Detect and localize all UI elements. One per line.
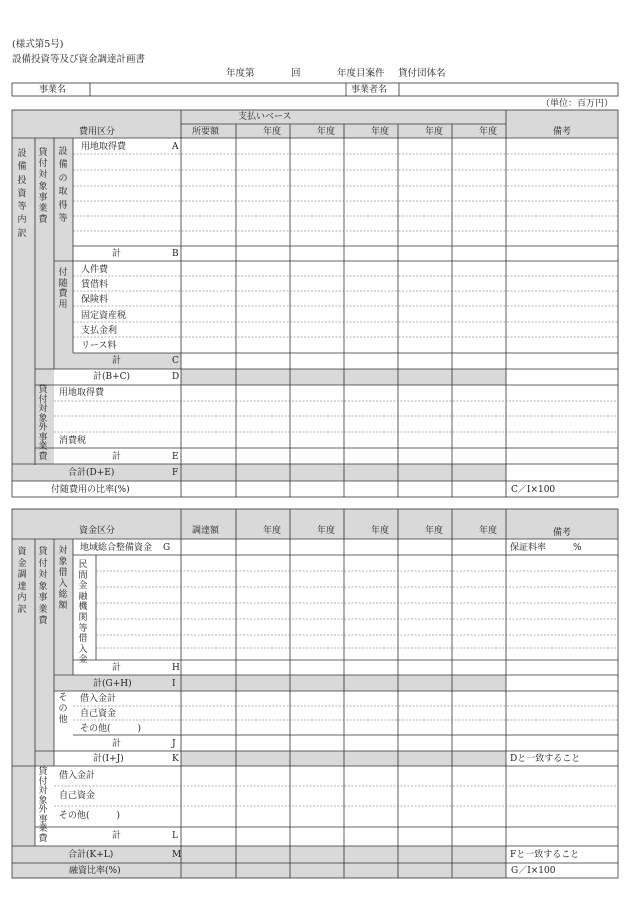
- project-year-label: 年度目案件: [337, 68, 385, 79]
- incidental-item: 支払金利: [81, 326, 118, 336]
- round-label: 回: [291, 68, 301, 79]
- document-title: 設備投資等及び資金調達計画書: [12, 54, 146, 65]
- loan-total-vertical-label: 対象借入総額: [58, 546, 68, 611]
- letter-f: F: [172, 468, 179, 478]
- match-f-note: Fと一致すること: [510, 850, 580, 860]
- letter-b: B: [172, 249, 179, 259]
- fund-category-header: 資金区分: [79, 526, 116, 536]
- year-header-5: 年度: [479, 526, 498, 536]
- borrow-total-label: 借入金計: [80, 694, 117, 704]
- subtotal-j-label: 計: [112, 739, 122, 749]
- letter-d: D: [172, 372, 180, 382]
- others-label-2: その他( ): [59, 811, 121, 821]
- year-header-2: 年度: [317, 127, 336, 137]
- required-amount-header: 所要額: [192, 127, 220, 137]
- letter-h: H: [172, 663, 180, 673]
- cost-category-header: 費用区分: [79, 127, 116, 137]
- equipment-vertical-label: 設備の取得等: [58, 147, 68, 225]
- year-header-1: 年度: [263, 526, 282, 536]
- incidental-item: リース料: [81, 341, 117, 351]
- letter-c: C: [172, 356, 179, 366]
- payment-basis: 支払いベース: [238, 112, 292, 122]
- year-header-3: 年度: [371, 127, 390, 137]
- incidental-item: 保険料: [81, 295, 109, 305]
- land-cost-label-2: 用地取得費: [59, 388, 105, 398]
- other-vertical-label: その他: [58, 693, 68, 725]
- fiscal-label: 年度第: [226, 68, 255, 79]
- match-d-note: Dと一致すること: [510, 754, 581, 764]
- subtotal-b-label: 計: [112, 249, 122, 259]
- subtotal-h-label: 計: [112, 663, 122, 673]
- letter-g: G: [163, 543, 171, 553]
- letter-k: K: [172, 754, 179, 764]
- own-funds-label-2: 自己資金: [59, 791, 96, 801]
- unit-note: （単位：百万円）: [541, 99, 614, 109]
- grand-total-label: 合計(D+E): [68, 468, 115, 478]
- procured-amount-header: 調達額: [192, 526, 220, 536]
- total-gh-label: 計(G+H): [93, 679, 132, 689]
- ratio-formula: C／I×100: [511, 485, 556, 495]
- guarantee-rate-label: 保証料率: [510, 543, 547, 553]
- year-header-3: 年度: [371, 526, 390, 536]
- non-eligible-vertical-label: 貸付対象外事業費: [38, 767, 48, 844]
- total-kl-label: 合計(K+L): [68, 850, 114, 860]
- letter-a: A: [172, 142, 179, 152]
- year-header-5: 年度: [479, 127, 498, 137]
- remarks-header: 備考: [553, 528, 572, 538]
- incidental-vertical-label: 付随費用: [58, 268, 68, 310]
- incidental-item: 固定資産税: [81, 311, 127, 321]
- organization-label: 貸付団体名: [398, 68, 446, 79]
- borrow-total-label-2: 借入金計: [59, 771, 96, 781]
- loan-ratio-label: 融資比率(%): [69, 866, 121, 876]
- year-header-1: 年度: [263, 127, 282, 137]
- eligible-vertical-label: 貸付対象事業費: [38, 547, 48, 626]
- letter-e: E: [172, 452, 179, 462]
- others-label: その他( ): [80, 724, 142, 734]
- remarks-header: 備考: [553, 127, 572, 137]
- letter-l: L: [172, 831, 178, 841]
- form-number: (様式第5号): [12, 39, 64, 50]
- own-funds-label: 自己資金: [80, 709, 117, 719]
- regional-fund-label: 地域総合整備資金: [80, 543, 153, 553]
- incidental-item: 賃借料: [81, 280, 109, 290]
- land-cost-label: 用地取得費: [81, 142, 127, 152]
- percent-sign: %: [573, 543, 582, 553]
- ratio-label: 付随費用の比率(%): [51, 485, 130, 495]
- fund-section-vertical-label: 資金調達内訳: [17, 547, 27, 615]
- subtotal-c-label: 計: [112, 356, 122, 366]
- private-bank-vertical-label: 民間金融機関等借入金: [78, 560, 88, 666]
- subtotal-l-label: 計: [112, 831, 122, 841]
- non-eligible-vertical-label: 貸付対象外事業費: [38, 385, 48, 462]
- letter-i: I: [172, 679, 176, 689]
- year-header-4: 年度: [425, 526, 444, 536]
- total-bc-label: 計(B+C): [93, 372, 131, 382]
- total-ij-label: 計(I+J): [93, 754, 124, 764]
- section-vertical-label: 設備投資等内訳: [17, 149, 27, 239]
- letter-j: J: [172, 739, 176, 749]
- project-name-label: 事業名: [39, 85, 67, 95]
- year-header-2: 年度: [317, 526, 336, 536]
- operator-name-label: 事業者名: [351, 85, 388, 95]
- loan-ratio-formula: G／I×100: [511, 866, 556, 876]
- consumption-tax-label: 消費税: [59, 436, 87, 446]
- incidental-item: 人件費: [81, 265, 109, 275]
- year-header-4: 年度: [425, 127, 444, 137]
- letter-m: M: [172, 850, 182, 860]
- eligible-vertical-label: 貸付対象事業費: [38, 148, 48, 226]
- subtotal-e-label: 計: [112, 452, 122, 462]
